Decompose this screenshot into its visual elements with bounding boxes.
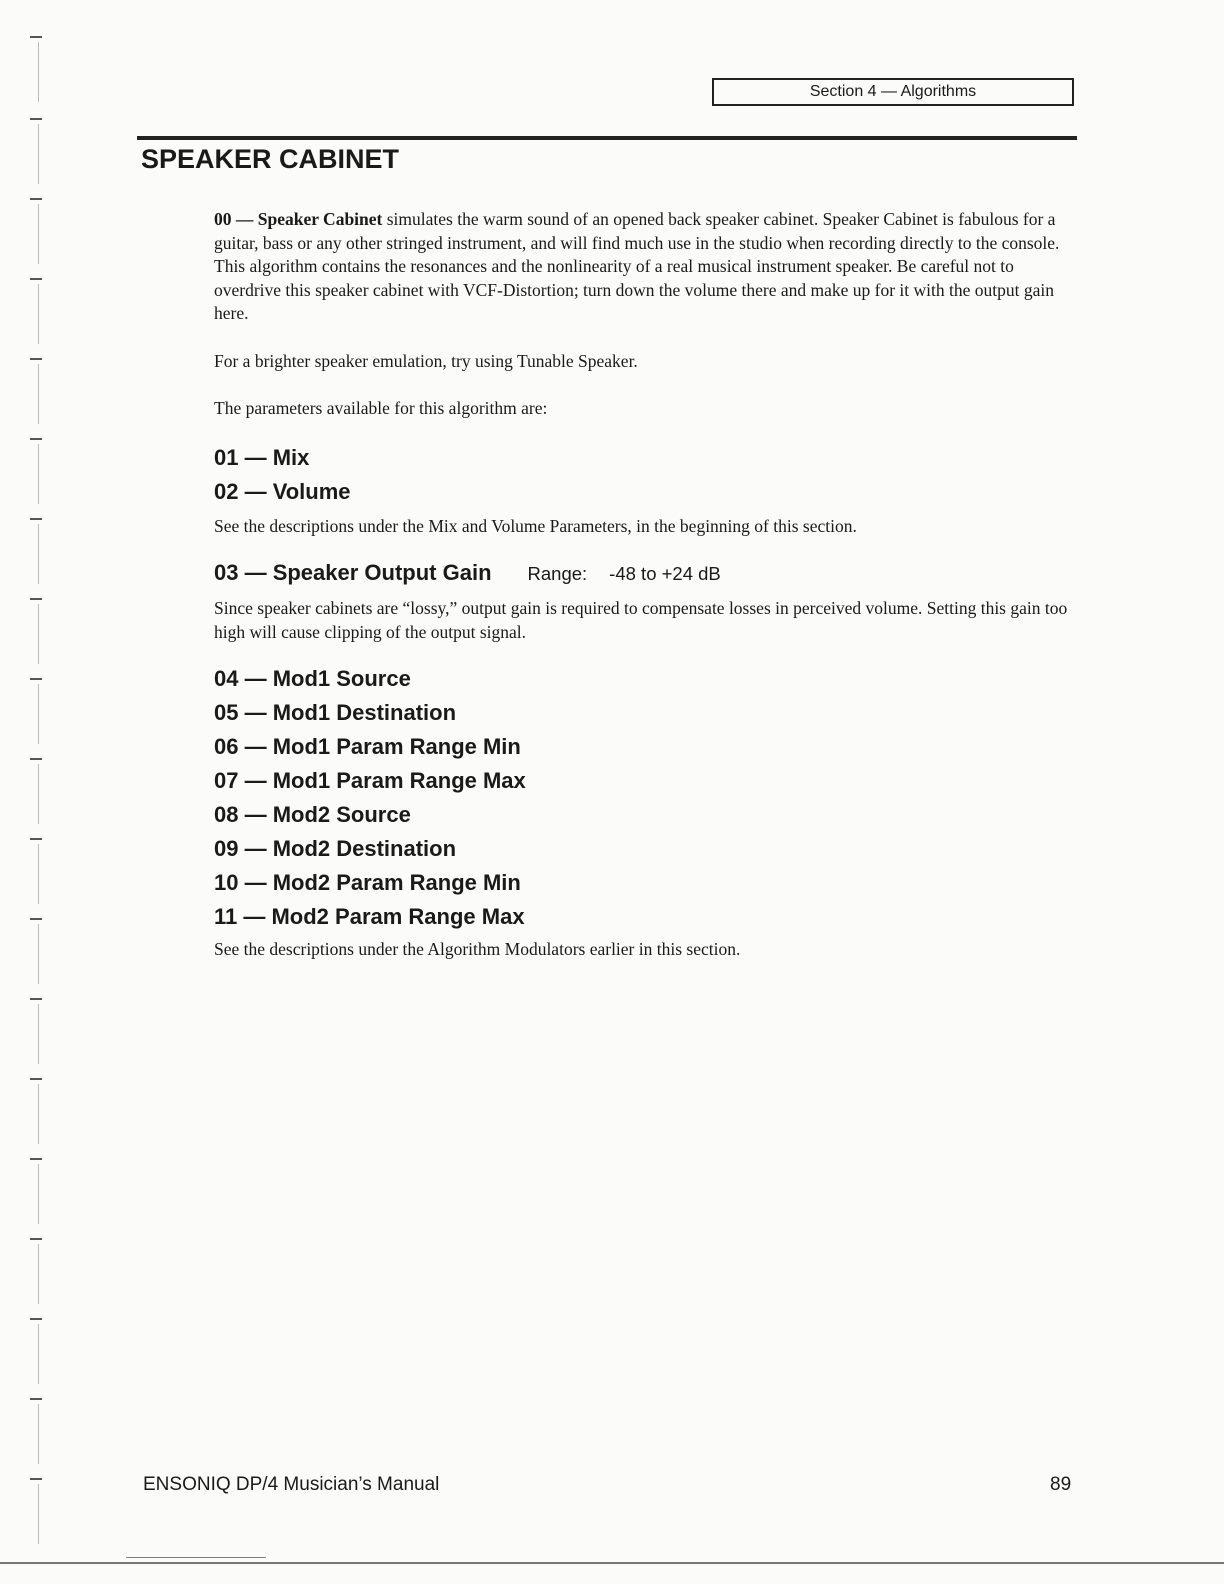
param-mod1-range-max: 07 — Mod1 Param Range Max: [214, 768, 526, 793]
binder-mark: [24, 278, 42, 358]
header-rule: [137, 136, 1077, 140]
params-intro: The parameters available for this algorithm are:: [214, 398, 548, 418]
param-volume: 02 — Volume: [214, 478, 351, 504]
output-gain-description: Since speaker cabinets are “lossy,” output gain is required to compensate losses in perceived volume. Setting this gain too high will cause clipping of the output signal.: [214, 598, 1068, 642]
range-value: -48 to +24 dB: [609, 563, 721, 584]
intro-text: simulates the warm sound of an opened back speaker cabinet. Speaker Cabinet is fabulous for a guitar, bass or any other stringed instrument, and will find much use in the studio when recording directly to the console. This algorithm contains the resonances and the nonlinearity of a real musical instrument speaker. Be careful not to overdrive this speaker cabinet with VCF-Distortion; turn down the volume there and make up for it with the output gain here.: [214, 209, 1060, 323]
binder-mark: [24, 1478, 42, 1558]
binder-mark: [24, 198, 42, 278]
modulators-description: See the descriptions under the Algorithm Modulators earlier in this section.: [214, 939, 741, 959]
binder-mark: [24, 998, 42, 1078]
param-mod1-source: 04 — Mod1 Source: [214, 666, 411, 691]
binder-mark: [24, 36, 42, 116]
binder-mark: [24, 358, 42, 438]
binder-mark: [24, 1318, 42, 1398]
modulator-param-list: [214, 662, 1074, 934]
binder-mark: [24, 518, 42, 598]
page-title: SPEAKER CABINET: [141, 144, 400, 174]
page-body: [214, 208, 1074, 962]
binder-mark: [24, 1078, 42, 1158]
range-label: Range:: [527, 563, 588, 584]
page-bottom-edge: [0, 1562, 1224, 1564]
binder-mark: [24, 758, 42, 838]
param-name: 03 — Speaker Output Gain: [214, 560, 492, 585]
param-mod2-range-max: 11 — Mod2 Param Range Max: [214, 904, 525, 929]
scan-edge-mark: [126, 1557, 266, 1558]
mix-volume-description: See the descriptions under the Mix and Volume Parameters, in the beginning of this section.: [214, 515, 857, 536]
intro-paragraph: [214, 208, 1074, 326]
binder-mark: [24, 438, 42, 518]
param-mod2-destination: 09 — Mod2 Destination: [214, 836, 457, 861]
section-header-box: [712, 78, 1074, 106]
param-mix: 01 — Mix: [214, 444, 310, 470]
param-mod2-source: 08 — Mod2 Source: [214, 802, 411, 827]
param-mod1-range-min: 06 — Mod1 Param Range Min: [214, 734, 521, 759]
binder-mark: [24, 1158, 42, 1238]
param-speaker-output-gain: [214, 556, 1074, 591]
binder-mark: [24, 838, 42, 918]
binder-mark: [24, 118, 42, 198]
binder-mark: [24, 918, 42, 998]
binder-mark: [24, 1398, 42, 1478]
brighter-note: For a brighter speaker emulation, try using Tunable Speaker.: [214, 350, 638, 371]
param-mod1-destination: 05 — Mod1 Destination: [214, 700, 457, 725]
section-label: Section 4 — Algorithms: [809, 83, 977, 100]
binder-mark: [24, 1238, 42, 1318]
binder-hole-marks: [24, 0, 46, 1584]
binder-mark: [24, 598, 42, 678]
intro-lead: 00 — Speaker Cabinet: [214, 209, 383, 229]
param-mod2-range-min: 10 — Mod2 Param Range Min: [214, 870, 521, 895]
footer-manual-title: ENSONIQ DP/4 Musician’s Manual: [143, 1474, 440, 1495]
binder-mark: [24, 678, 42, 758]
page-number: 89: [1050, 1474, 1072, 1495]
